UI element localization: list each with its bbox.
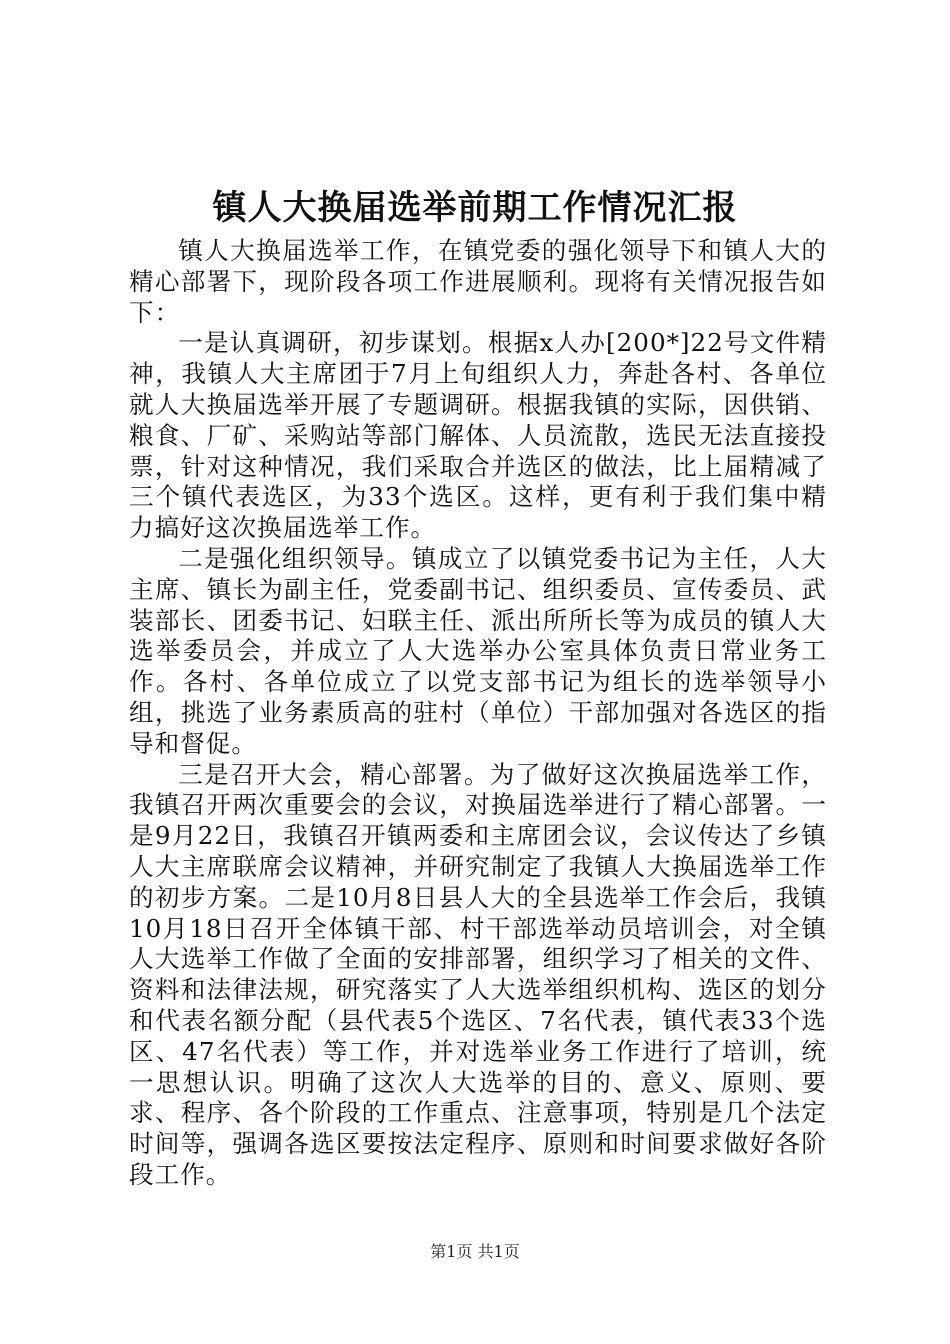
document-title: 镇人大换届选举前期工作情况汇报 xyxy=(212,188,738,228)
paragraph-research: 一是认真调研，初步谋划。根据x人办[200*]22号文件精神，我镇人大主席团于7月上旬组织人力，奔赴各村、各单位就人大换届选举开展了专题调研。根据我镇的实际，因供销、粮食、厂矿、采购站等部门解体、人员流散，选民无法直接投票，针对这种情况，我们采取合并选区的做法，比上届精减了三个镇代表选区，为33个选区。这样，更有利于我们集中精力搞好这次换届选举工作。 xyxy=(129,328,827,543)
paragraph-intro: 镇人大换届选举工作，在镇党委的强化领导下和镇人大的精心部署下，现阶段各项工作进展顺利。现将有关情况报告如下： xyxy=(129,236,827,327)
paragraph-organization: 二是强化组织领导。镇成立了以镇党委书记为主任，人大主席、镇长为副主任，党委副书记、组织委员、宣传委员、武装部长、团委书记、妇联主任、派出所所长等为成员的镇人大选举委员会，并成立了人大选举办公室具体负责日常业务工作。各村、各单位成立了以党支部书记为组长的选举领导小组，挑选了业务素质高的驻村（单位）干部加强对各选区的指导和督促。 xyxy=(129,543,827,758)
page-footer: 第1页 共1页 xyxy=(430,1242,520,1261)
paragraph-meetings: 三是召开大会，精心部署。为了做好这次换届选举工作，我镇召开两次重要会的会议，对换届选举进行了精心部署。一是9月22日，我镇召开镇两委和主席团会议，会议传达了乡镇人大主席联席会议精神，并研究制定了我镇人大换届选举工作的初步方案。二是10月8日县人大的全县选举工作会后，我镇10月18日召开全体镇干部、村干部选举动员培训会，对全镇人大选举工作做了全面的安排部署，组织学习了相关的文件、资料和法律法规，研究落实了人大选举组织机构、选区的划分和代表名额分配（县代表5个选区、7名代表，镇代表33个选区、47名代表）等工作，并对选举业务工作进行了培训，统一思想认识。明确了这次人大选举的目的、意义、原则、要求、程序、各个阶段的工作重点、注意事项，特别是几个法定时间等，强调各选区要按法定程序、原则和时间要求做好各阶段工作。 xyxy=(129,759,827,1189)
document-body xyxy=(129,236,827,1191)
